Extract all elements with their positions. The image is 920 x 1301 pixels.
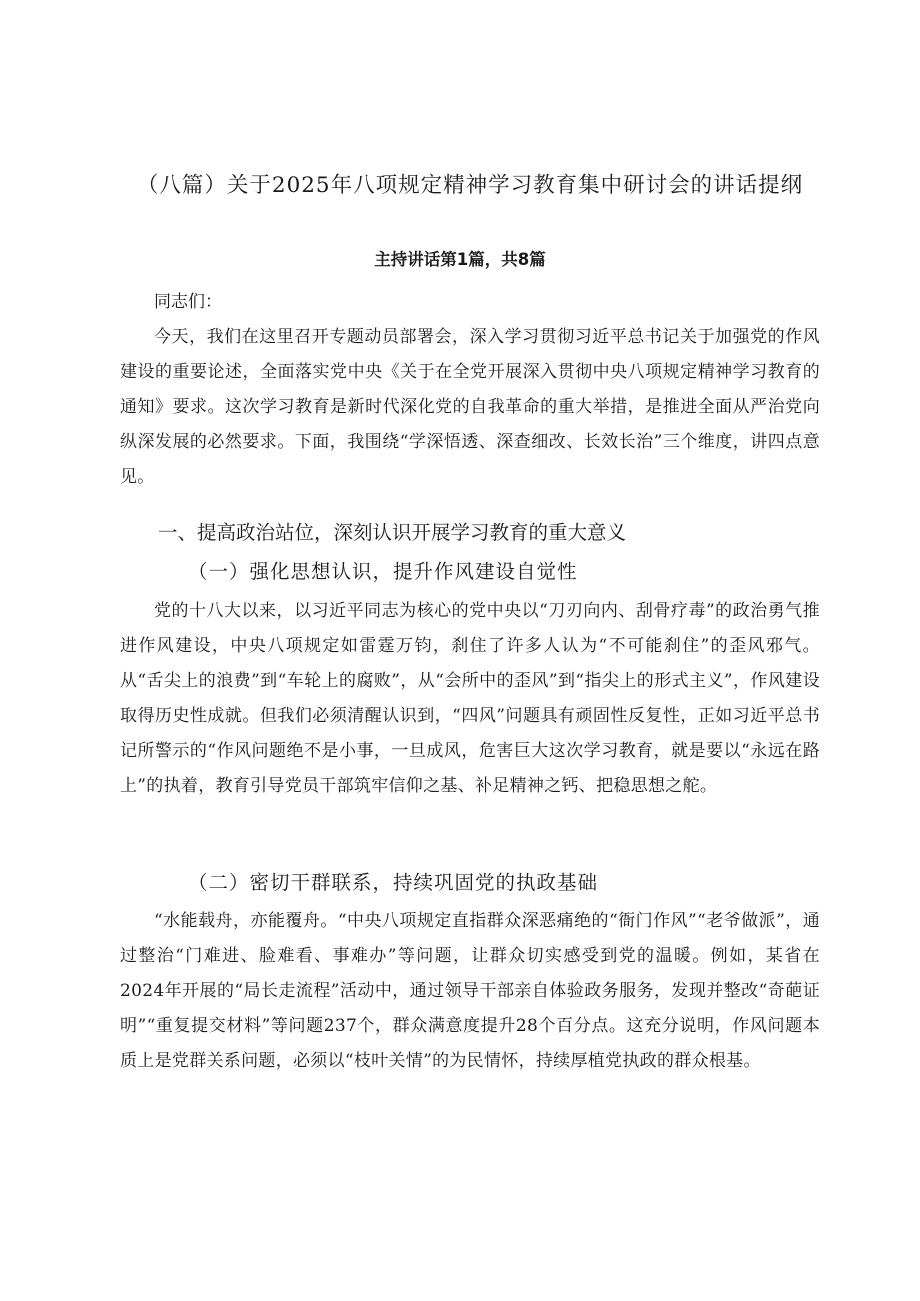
subsection-2-heading: （二）密切干群联系，持续巩固党的执政基础: [188, 871, 599, 894]
document-subtitle: 主持讲话第1篇，共8篇: [374, 250, 546, 269]
subsection-2-body: [120, 904, 820, 1079]
subsection-1-heading: （一）强化思想认识，提升作风建设自觉性: [188, 560, 578, 583]
subsection-1-paragraph: 党的十八大以来，以习近平同志为核心的党中央以“刀刃向内、刮骨疗毒”的政治勇气推进作风建设，中央八项规定如雷霆万钧，刹住了许多人认为“不可能刹住”的歪风邪气。从“舌尖上的浪费”到“车轮上的腐败”，从“会所中的歪风”到“指尖上的形式主义”，作风建设取得历史性成就。但我们必须清醒认识到，“四风”问题具有顽固性反复性，正如习近平总书记所警示的“作风问题绝不是小事，一旦成风，危害巨大这次学习教育，就是要以“永远在路上”的执着，教育引导党员干部筑牢信仰之基、补足精神之钙、把稳思想之舵。: [120, 601, 820, 796]
section-1-heading: 一、提高政治站位，深刻认识开展学习教育的重大意义: [158, 521, 627, 544]
subsection-2-paragraph: “水能载舟，亦能覆舟。“中央八项规定直指群众深恶痛绝的“衙门作风”“老爷做派”，通过整治“门难进、脸难看、事难办”等问题，让群众切实感受到党的温暖。例如，某省在2024年开展的“局长走流程”活动中，通过领导干部亲自体验政务服务，发现并整改“奇葩证明”“重复提交材料”等问题237个，群众满意度提升28个百分点。这充分说明，作风问题本质上是党群关系问题，必须以“枝叶关情”的为民情怀，持续厚植党执政的群众根基。: [120, 911, 820, 1071]
intro-paragraph: 今天，我们在这里召开专题动员部署会，深入学习贯彻习近平总书记关于加强党的作风建设的重要论述，全面落实党中央《关于在全党开展深入贯彻中央八项规定精神学习教育的通知》要求。这次学习教育是新时代深化党的自我革命的重大举措，是推进全面从严治党向纵深发展的必然要求。下面，我围绕“学深悟透、深查细改、长效长治”三个维度，讲四点意见。: [120, 327, 820, 487]
document-title: （八篇）关于2025年八项规定精神学习教育集中研讨会的讲话提纲: [136, 173, 804, 198]
intro-block: [120, 285, 820, 495]
subsection-1-body: [120, 594, 820, 804]
salutation: 同志们：: [154, 292, 222, 312]
